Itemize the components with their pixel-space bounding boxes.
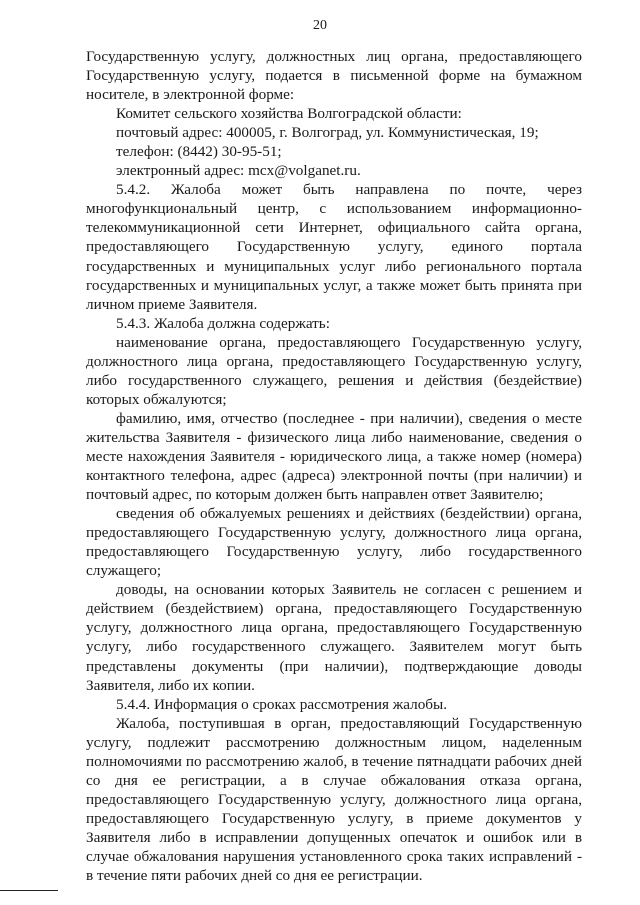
address-email: электронный адрес: mcx@volganet.ru.: [116, 162, 361, 180]
paragraph-5-4-3-d: доводы, на основании которых Заявитель не согласен с решением и действием (бездействием) органа, предоставляющего Государственную услугу, должностного лица органа, предоставляющего Государственную услугу, либо государственного служащего. Заявителем могут быть представлены документы (при наличии), подтверждающие доводы Заявителя, либо их копии.: [86, 581, 582, 694]
paragraph-5-4-3-b: фамилию, имя, отчество (последнее - при наличии), сведения о месте жительства Заявителя - физического лица либо наименование, сведения о месте нахождения Заявителя - юридического лица, а также номер (номера) контактного телефона, адрес (адреса) электронной почты (при наличии) и почтовый адрес, по которым должен быть направлен ответ Заявителю;: [86, 409, 582, 504]
bottom-rule: [0, 890, 58, 891]
document-body: [86, 47, 582, 885]
paragraph-intro: Государственную услугу, должностных лиц органа, предоставляющего Государственную услугу, подается в письменной форме на бумажном носителе, в электронной форме:: [86, 48, 582, 104]
paragraph-5-4-3-a: наименование органа, предоставляющего Государственную услугу, должностного лица органа, предоставляющего Государственную услугу, либо государственного служащего, решения и действия (бездействие) которых обжалуются;: [86, 333, 582, 408]
paragraph-5-4-2: 5.4.2. Жалоба может быть направлена по почте, через многофункциональный центр, с использованием информационно-телекоммуникационной сети Интернет, официального сайта органа, предоставляющего Государственную услугу, единого портала государственных и муниципальных услуг либо регионального портала государственных и муниципальных услуг, а также может быть принята при личном приеме Заявителя.: [86, 181, 582, 313]
paragraph-5-4-3: 5.4.3. Жалоба должна содержать:: [116, 314, 330, 332]
address-postal: почтовый адрес: 400005, г. Волгоград, ул. Коммунистическая, 19;: [116, 124, 539, 142]
paragraph-5-4-4-a: Жалоба, поступившая в орган, предоставляющий Государственную услугу, подлежит рассмотрению должностным лицом, наделенным полномочиями по рассмотрению жалоб, в течение пятнадцати рабочих дней со дня ее регистрации, а в случае обжалования отказа органа, предоставляющего Государственную услугу, должностного лица органа, предоставляющего Государственную услугу, в приеме документов у Заявителя либо в исправлении допущенных опечаток и ошибок или в случае обжалования нарушения установленного срока таких исправлений - в течение пяти рабочих дней со дня ее регистрации.: [86, 714, 582, 885]
paragraph-5-4-3-c: сведения об обжалуемых решениях и действиях (бездействии) органа, предоставляющего Государственную услугу, должностного лица органа, предоставляющего Государственную услугу, либо государственного служащего;: [86, 505, 582, 580]
page-number: 20: [313, 18, 327, 33]
address-committee: Комитет сельского хозяйства Волгоградской области:: [116, 105, 462, 123]
address-phone: телефон: (8442) 30-95-51;: [116, 143, 282, 161]
paragraph-5-4-4: 5.4.4. Информация о сроках рассмотрения жалобы.: [116, 695, 448, 713]
